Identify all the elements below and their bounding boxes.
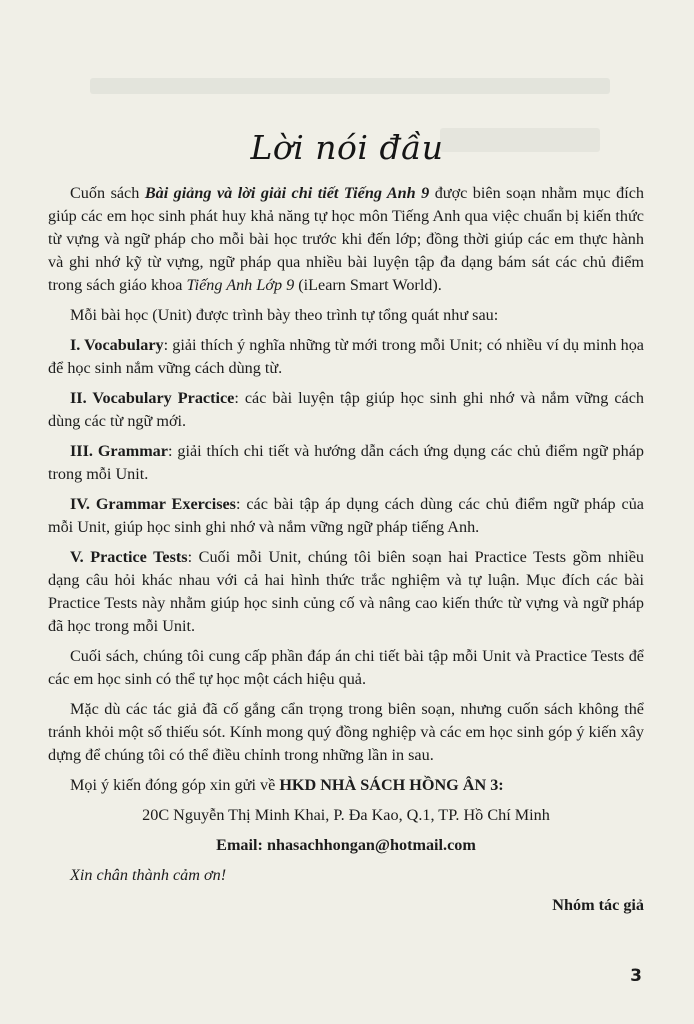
answers-paragraph: Cuối sách, chúng tôi cung cấp phần đáp án chi tiết bài tập mỗi Unit và Practice Tests để các em học sinh có thể tự học một cách hiệu quả. — [48, 647, 644, 688]
apology-paragraph: Mặc dù các tác giả đã cố gắng cẩn trọng trong biên soạn, nhưng cuốn sách không thể tránh khỏi một số thiếu sót. Kính mong quý đồng nghiệp và các em học sinh góp ý kiến xây dựng để chúng tôi có thể điều chỉnh trong những lần in sau. — [48, 700, 644, 764]
preface-body — [48, 182, 644, 917]
item-heading: IV. Grammar Exercises — [70, 495, 236, 513]
intro-paragraph — [48, 182, 644, 297]
item-vocabulary-practice — [48, 387, 644, 433]
item-heading: II. Vocabulary Practice — [70, 389, 235, 407]
item-text: : giải thích chi tiết và hướng dẫn cách ứng dụng các chủ điểm ngữ pháp trong mỗi Unit. — [48, 442, 645, 483]
item-text: : Cuối mỗi Unit, chúng tôi biên soạn hai Practice Tests gồm nhiều dạng câu hỏi khác nhau với cả hai hình thức trắc nghiệm và tự luận. Mục đích các bài Practice Tests này nhằm giúp học sinh củng cố và nâng cao kiến thức từ vựng và ngữ pháp đã học trong mỗi Unit. — [48, 548, 644, 635]
contact-paragraph — [48, 774, 644, 797]
item-heading: I. Vocabulary — [70, 336, 164, 354]
email-line — [48, 834, 644, 857]
textbook-title: Tiếng Anh Lớp 9 — [186, 276, 295, 294]
email-label: Email: — [216, 836, 263, 854]
item-text: : các bài tập áp dụng cách dùng các chủ điểm ngữ pháp của mỗi Unit, giúp học sinh ghi nhớ và nắm vững ngữ pháp tiếng Anh. — [48, 495, 644, 536]
page-title: Lời nói đầu — [250, 128, 444, 167]
thanks-text: Xin chân thành cảm ơn! — [70, 866, 227, 884]
item-text: : các bài luyện tập giúp học sinh ghi nhớ và nắm vững cách dùng các từ ngữ mới. — [48, 389, 644, 430]
item-practice-tests — [48, 546, 644, 638]
item-grammar-exercises — [48, 493, 644, 539]
intro-text-e: (iLearn Smart World). — [294, 276, 442, 294]
page-number: 3 — [630, 966, 642, 986]
contact-text: Mọi ý kiến đóng góp xin gửi về — [70, 776, 280, 794]
book-title: Bài giảng và lời giải chi tiết Tiếng Anh 9 — [144, 184, 430, 202]
bleed-through-band — [90, 78, 610, 94]
item-vocabulary — [48, 334, 644, 380]
item-grammar — [48, 440, 644, 486]
address-line: 20C Nguyễn Thị Minh Khai, P. Đa Kao, Q.1, TP. Hồ Chí Minh — [142, 806, 550, 824]
item-heading: III. Grammar — [70, 442, 168, 460]
item-text: : giải thích ý nghĩa những từ mới trong mỗi Unit; có nhiều ví dụ minh họa để học sinh nắm vững cách dùng từ. — [48, 336, 644, 377]
thanks-line — [48, 864, 644, 887]
signature: Nhóm tác giả — [552, 896, 644, 914]
item-heading: V. Practice Tests — [70, 548, 188, 566]
publisher-name: HKD NHÀ SÁCH HỒNG ÂN 3: — [279, 776, 504, 794]
structure-paragraph: Mỗi bài học (Unit) được trình bày theo trình tự tổng quát như sau: — [70, 306, 499, 324]
email-address: nhasachhongan@hotmail.com — [262, 836, 476, 854]
intro-text-c: được biên soạn nhằm mục đích giúp các em học sinh phát huy khả năng tự học môn Tiếng Anh qua việc chuẩn bị kiến thức từ vựng và ngữ pháp cho mỗi bài học trước khi đến lớp; đồng thời giúp các em thực hành và ghi nhớ kỹ từ vựng, ngữ pháp qua nhiều bài luyện tập đa dạng bám sát các chủ điểm trong sách giáo khoa — [48, 184, 644, 294]
intro-text-a: Cuốn sách — [70, 184, 145, 202]
